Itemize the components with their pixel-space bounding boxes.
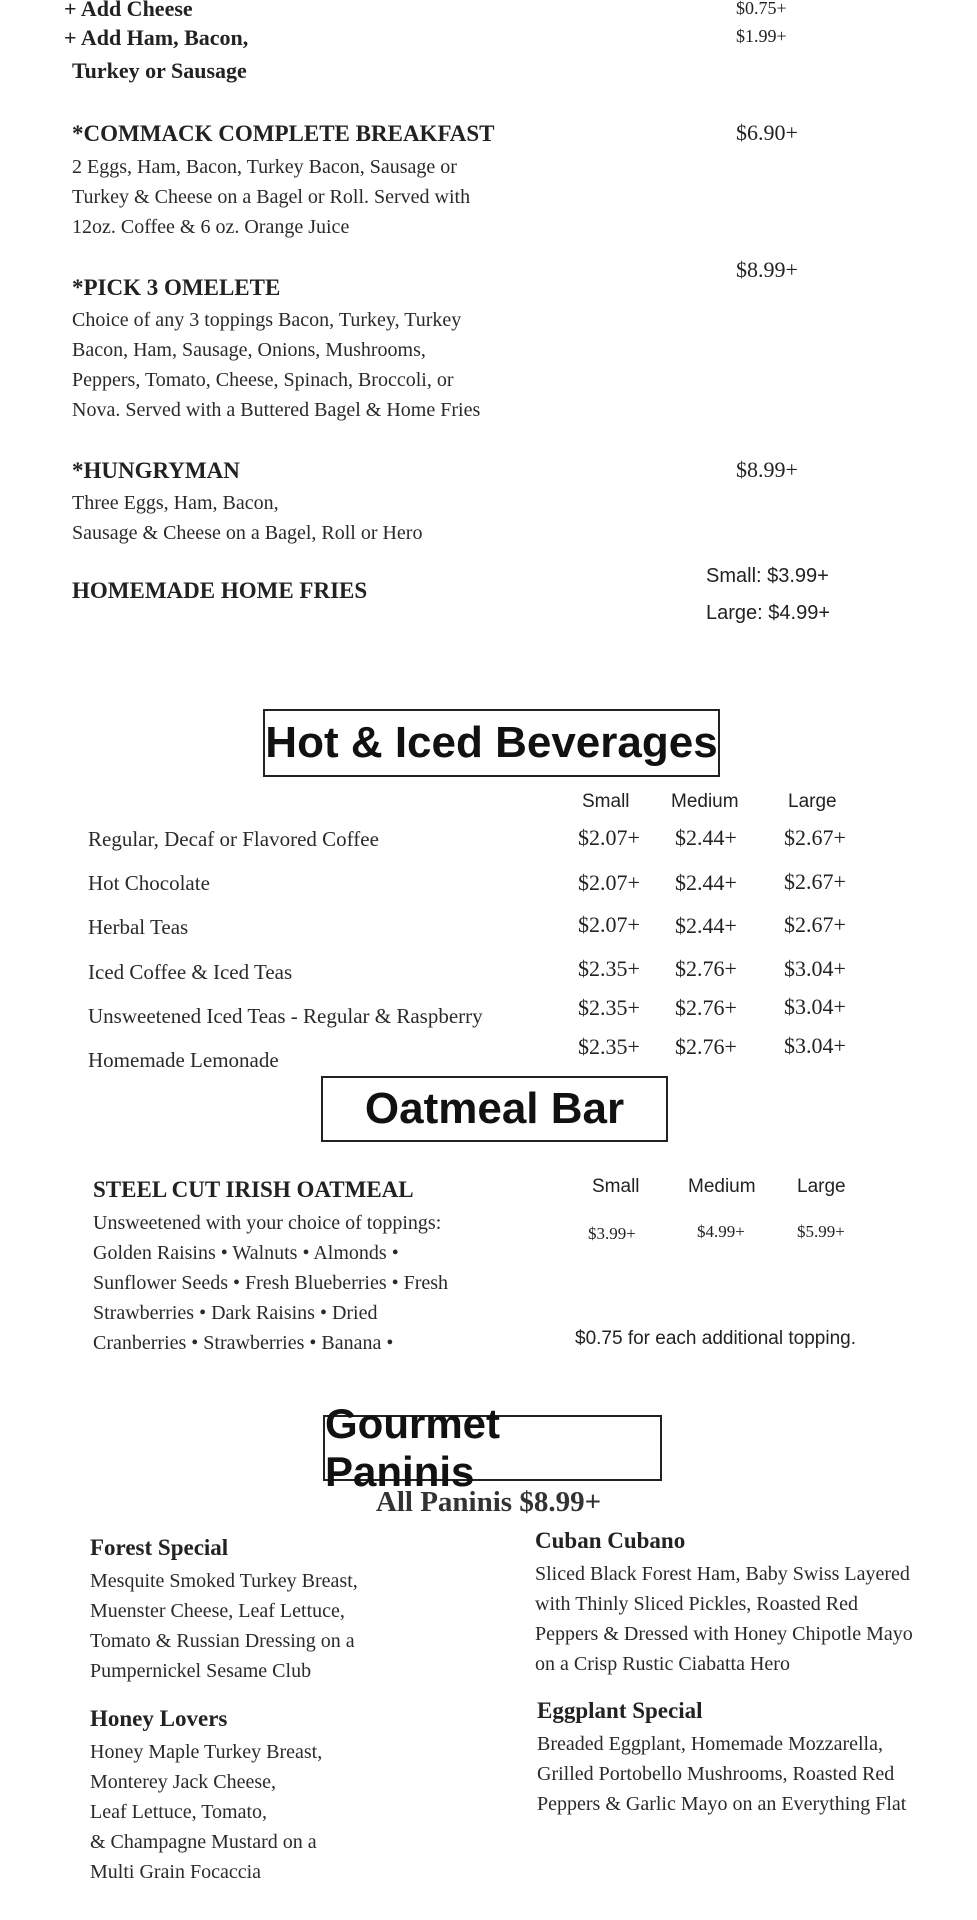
- home-fries-large-price: Large: $4.99+: [706, 602, 830, 624]
- oatmeal-size-medium: Medium: [688, 1176, 756, 1197]
- oatmeal-description: Unsweetened with your choice of toppings: Golden Raisins • Walnuts • Almonds • Sunflower Seeds • Fresh Blueberries • Fresh Strawberries • Dark Raisins • Dried Cranberries • Strawberries • Banana •: [93, 1212, 449, 1354]
- paninis-heading: Gourmet Paninis: [323, 1415, 662, 1481]
- breakfast-item-description: Three Eggs, Ham, Bacon, Sausage & Cheese on a Bagel, Roll or Hero: [72, 492, 423, 544]
- addon-cheese-label: + Add Cheese: [64, 0, 193, 21]
- beverage-name: Unsweetened Iced Teas - Regular & Raspberry: [88, 1004, 483, 1028]
- beverage-price-medium: $2.44+: [675, 825, 737, 850]
- breakfast-item-price: $8.99+: [736, 257, 798, 282]
- addon-meat-label-line2: Turkey or Sausage: [72, 58, 247, 83]
- beverages-size-medium: Medium: [671, 791, 739, 812]
- beverage-price-large: $3.04+: [784, 994, 846, 1019]
- panini-title: Eggplant Special: [537, 1698, 703, 1723]
- breakfast-item-description: Choice of any 3 toppings Bacon, Turkey, Turkey Bacon, Ham, Sausage, Onions, Mushrooms, Peppers, Tomato, Cheese, Spinach, Broccoli, or Nova. Served with a Buttered Bagel & Home Fries: [72, 309, 481, 421]
- beverage-price-medium: $2.76+: [675, 956, 737, 981]
- addon-meat-label-line1: + Add Ham, Bacon,: [64, 25, 249, 50]
- panini-title: Cuban Cubano: [535, 1528, 686, 1553]
- beverage-name: Herbal Teas: [88, 915, 189, 939]
- panini-description: Breaded Eggplant, Homemade Mozzarella, Grilled Portobello Mushrooms, Roasted Red Peppers & Garlic Mayo on an Everything Flat: [537, 1733, 907, 1815]
- beverage-name: Regular, Decaf or Flavored Coffee: [88, 827, 379, 851]
- beverages-heading: Hot & Iced Beverages: [263, 709, 720, 777]
- oatmeal-size-small: Small: [592, 1176, 640, 1197]
- beverage-price-medium: $2.76+: [675, 1034, 737, 1059]
- beverage-price-small: $2.35+: [578, 1034, 640, 1059]
- beverage-name: Iced Coffee & Iced Teas: [88, 960, 293, 984]
- oatmeal-price-small: $3.99+: [588, 1224, 636, 1243]
- breakfast-item-price: $8.99+: [736, 457, 798, 482]
- home-fries-title: HOMEMADE HOME FRIES: [72, 578, 368, 603]
- breakfast-item-title: *COMMACK COMPLETE BREAKFAST: [72, 121, 495, 146]
- beverages-size-large: Large: [788, 791, 837, 812]
- breakfast-item-title: *PICK 3 OMELETE: [72, 275, 281, 300]
- home-fries-small-price: Small: $3.99+: [706, 565, 829, 587]
- breakfast-item-price: $6.90+: [736, 120, 798, 145]
- panini-description: Sliced Black Forest Ham, Baby Swiss Layered with Thinly Sliced Pickles, Roasted Red Peppers & Dressed with Honey Chipotle Mayo on a Crisp Rustic Ciabatta Hero: [535, 1563, 913, 1675]
- beverage-name: Hot Chocolate: [88, 871, 210, 895]
- beverage-price-large: $2.67+: [784, 912, 846, 937]
- oatmeal-price-large: $5.99+: [797, 1222, 845, 1241]
- oatmeal-additional-topping-note: $0.75 for each additional topping.: [575, 1328, 856, 1349]
- oatmeal-title: STEEL CUT IRISH OATMEAL: [93, 1177, 414, 1202]
- oatmeal-price-medium: $4.99+: [697, 1222, 745, 1241]
- beverage-price-medium: $2.44+: [675, 870, 737, 895]
- beverage-price-large: $3.04+: [784, 1033, 846, 1058]
- panini-description: Mesquite Smoked Turkey Breast, Muenster Cheese, Leaf Lettuce, Tomato & Russian Dressing on a Pumpernickel Sesame Club: [90, 1570, 358, 1682]
- panini-title: Forest Special: [90, 1535, 229, 1560]
- beverage-price-small: $2.35+: [578, 956, 640, 981]
- beverage-price-large: $3.04+: [784, 956, 846, 981]
- oatmeal-size-large: Large: [797, 1176, 846, 1197]
- paninis-subheading: All Paninis $8.99+: [375, 1486, 602, 1518]
- panini-description: Honey Maple Turkey Breast, Monterey Jack Cheese, Leaf Lettuce, Tomato, & Champagne Mustard on a Multi Grain Focaccia: [90, 1741, 323, 1883]
- beverage-price-small: $2.35+: [578, 995, 640, 1020]
- beverage-price-large: $2.67+: [784, 825, 846, 850]
- addon-cheese-price: $0.75+: [736, 0, 787, 18]
- addon-meat-price: $1.99+: [736, 26, 787, 46]
- panini-title: Honey Lovers: [90, 1706, 228, 1731]
- beverages-size-small: Small: [582, 791, 630, 812]
- beverage-price-medium: $2.76+: [675, 995, 737, 1020]
- beverage-price-medium: $2.44+: [675, 913, 737, 938]
- breakfast-item-title: *HUNGRYMAN: [72, 458, 240, 483]
- beverage-price-large: $2.67+: [784, 869, 846, 894]
- beverage-price-small: $2.07+: [578, 825, 640, 850]
- beverage-price-small: $2.07+: [578, 912, 640, 937]
- oatmeal-heading: Oatmeal Bar: [321, 1076, 668, 1142]
- breakfast-item-description: 2 Eggs, Ham, Bacon, Turkey Bacon, Sausage or Turkey & Cheese on a Bagel or Roll. Served with 12oz. Coffee & 6 oz. Orange Juice: [72, 156, 471, 238]
- beverage-price-small: $2.07+: [578, 870, 640, 895]
- beverage-name: Homemade Lemonade: [88, 1048, 279, 1072]
